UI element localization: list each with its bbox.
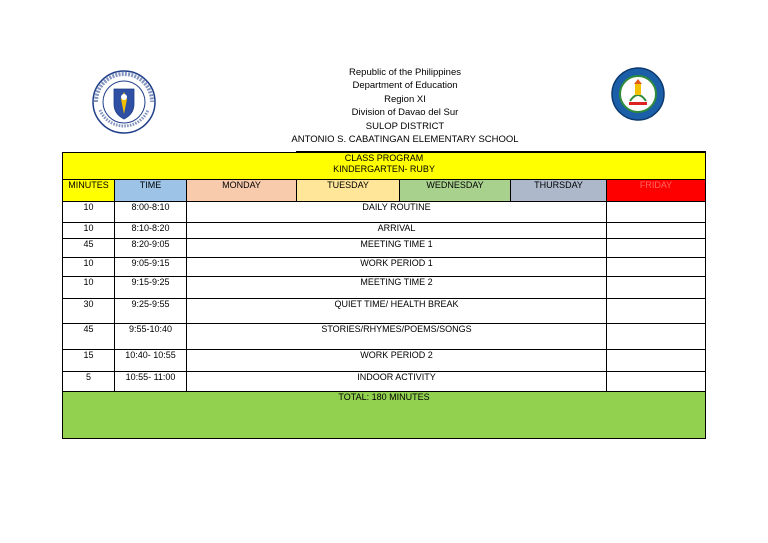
column-header-monday: MONDAY [187,180,297,202]
header-line-republic: Republic of the Philippines [349,67,461,78]
friday-cell [607,258,706,277]
total-row [63,392,706,439]
minutes-cell: 45 [63,239,115,258]
column-header-friday: FRIDAY [607,180,706,202]
friday-cell [607,299,706,324]
time-cell: 8:20-9:05 [115,239,187,258]
program-title-row [63,153,706,180]
table-row [63,350,706,372]
activity-cell: WORK PERIOD 1 [187,258,607,277]
table-row [63,277,706,299]
activity-cell: MEETING TIME 2 [187,277,607,299]
time-cell: 9:15-9:25 [115,277,187,299]
activity-cell: DAILY ROUTINE [187,202,607,223]
activity-cell: MEETING TIME 1 [187,239,607,258]
friday-cell [607,277,706,299]
friday-cell [607,202,706,223]
time-cell: 8:10-8:20 [115,223,187,239]
friday-cell [607,239,706,258]
document-header [250,66,560,146]
table-row [63,324,706,350]
deped-seal-icon [92,70,156,134]
table-row [63,372,706,392]
column-header-minutes: MINUTES [63,180,115,202]
header-line-division: Division of Davao del Sur [351,107,459,119]
program-title: CLASS PROGRAM [344,153,424,163]
header-line-region: Region XI [384,93,426,105]
minutes-cell: 5 [63,372,115,392]
time-cell: 10:55- 11:00 [115,372,187,392]
time-cell: 10:40- 10:55 [115,350,187,372]
school-seal-icon [609,67,667,121]
activity-cell: QUIET TIME/ HEALTH BREAK [187,299,607,324]
header-line-district: SULOP DISTRICT [365,120,445,132]
header-line-school: ANTONIO S. CABATINGAN ELEMENTARY SCHOOL [291,134,519,146]
program-title-cell [63,153,706,180]
column-header-wednesday: WEDNESDAY [400,180,511,202]
program-subtitle: KINDERGARTEN- RUBY [333,164,435,174]
table-row [63,299,706,324]
activity-cell: ARRIVAL [187,223,607,239]
column-header-thursday: THURSDAY [511,180,607,202]
friday-cell [607,324,706,350]
table-row [63,239,706,258]
column-header-row [63,180,706,202]
minutes-cell: 30 [63,299,115,324]
activity-cell: STORIES/RHYMES/POEMS/SONGS [187,324,607,350]
total-minutes: TOTAL: 180 MINUTES [63,392,706,439]
table-row [63,258,706,277]
time-cell: 9:25-9:55 [115,299,187,324]
activity-cell: WORK PERIOD 2 [187,350,607,372]
table-row [63,202,706,223]
column-header-tuesday: TUESDAY [297,180,400,202]
class-program-table [62,152,706,439]
minutes-cell: 10 [63,258,115,277]
minutes-cell: 15 [63,350,115,372]
time-cell: 9:05-9:15 [115,258,187,277]
header-line-department: Department of Education [352,80,458,92]
time-cell: 8:00-8:10 [115,202,187,223]
friday-cell [607,350,706,372]
friday-cell [607,372,706,392]
minutes-cell: 10 [63,223,115,239]
minutes-cell: 45 [63,324,115,350]
table-row [63,223,706,239]
minutes-cell: 10 [63,202,115,223]
time-cell: 9:55-10:40 [115,324,187,350]
column-header-time: TIME [115,180,187,202]
minutes-cell: 10 [63,277,115,299]
friday-cell [607,223,706,239]
activity-cell: INDOOR ACTIVITY [187,372,607,392]
